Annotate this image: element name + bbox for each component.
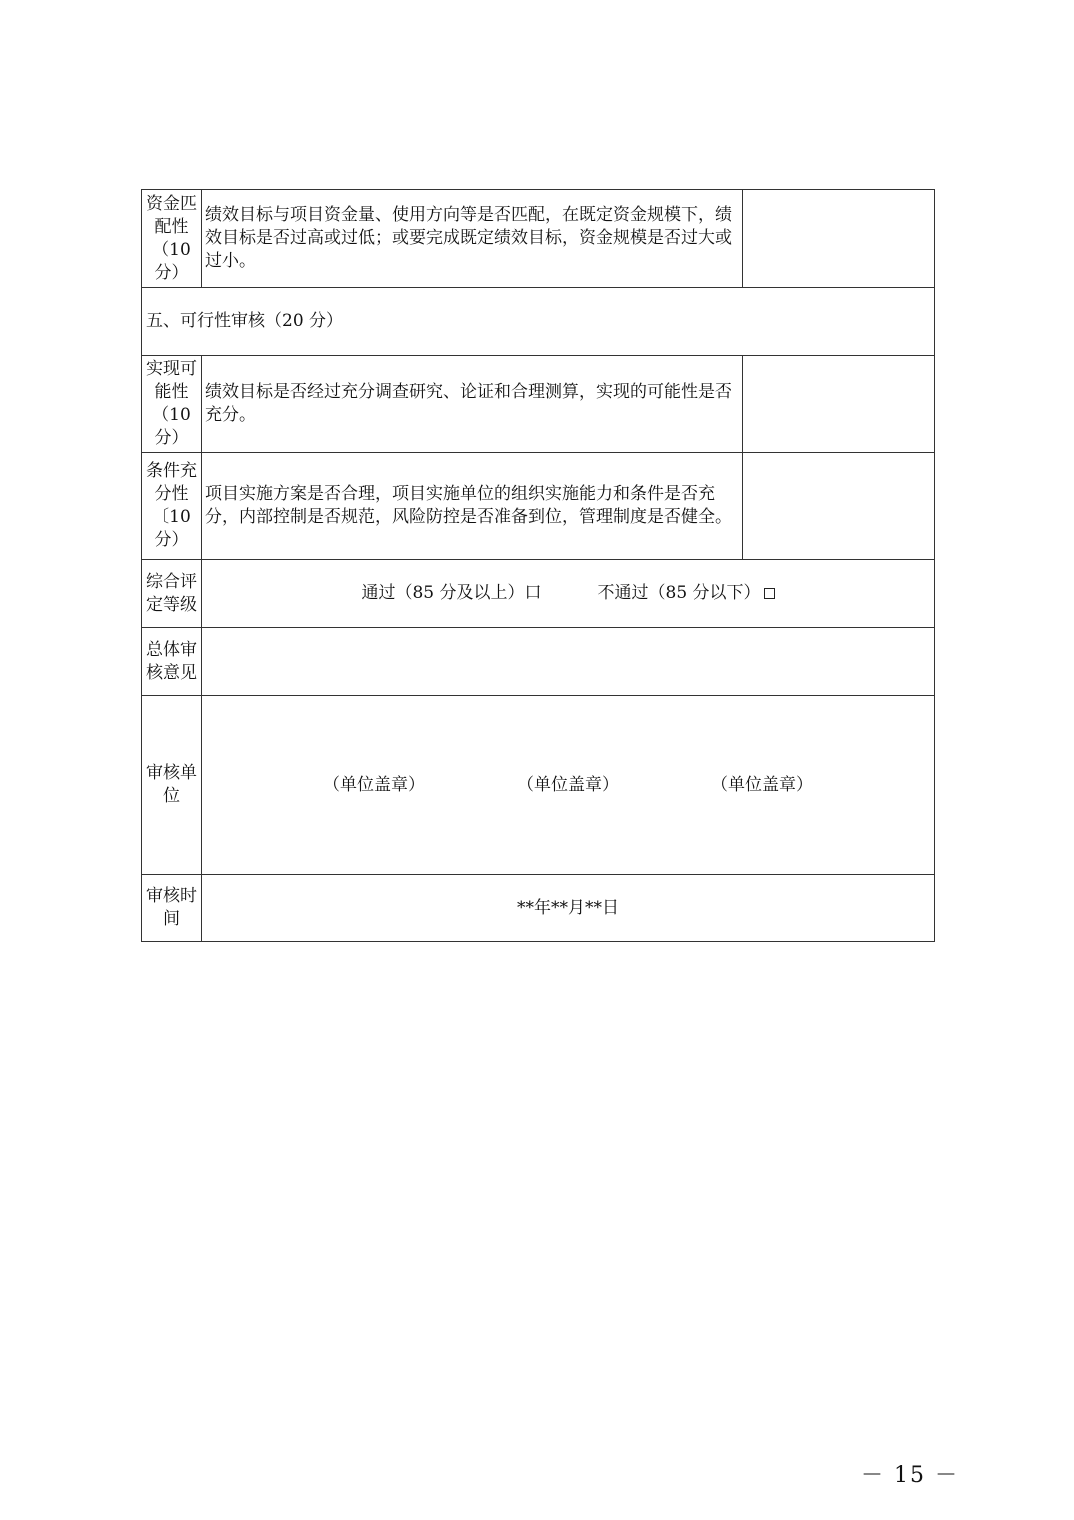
fail-option[interactable]: 不通过（85 分以下） <box>597 583 761 603</box>
fund-match-label: 资金匹 配性 （10 分） <box>142 190 202 288</box>
review-form-table <box>141 189 935 942</box>
seal-placeholder: （单位盖章） <box>711 774 813 795</box>
conditions-label: 条件充 分性 〔10 分） <box>142 453 202 560</box>
row-overall-opinion <box>142 628 935 696</box>
overall-opinion-label: 总体审 核意见 <box>142 628 202 696</box>
row-rating <box>142 560 935 628</box>
fund-match-criteria: 绩效目标与项目资金量、使用方向等是否匹配，在既定资金规模下，绩效目标是否过高或过低；或要完成既定绩效目标，资金规模是否过大或过小。 <box>202 190 743 288</box>
row-feasibility <box>142 356 935 453</box>
feasibility-label: 实现可 能性 （10 分） <box>142 356 202 453</box>
review-time-label: 审核时 间 <box>142 875 202 942</box>
row-conditions <box>142 453 935 560</box>
seal-placeholder: （单位盖章） <box>517 774 619 795</box>
row-section-five <box>142 288 935 356</box>
row-review-time <box>142 875 935 942</box>
row-fund-match <box>142 190 935 288</box>
feasibility-score-cell[interactable] <box>743 356 935 453</box>
page-number: － 15 － <box>861 1463 959 1488</box>
rating-label: 综合评 定等级 <box>142 560 202 628</box>
review-date: **年**月**日 <box>202 875 935 942</box>
review-unit-seals <box>202 696 935 875</box>
review-unit-label: 审核单 位 <box>142 696 202 875</box>
pass-option[interactable]: 通过（85 分及以上）口 <box>361 583 542 603</box>
fund-match-score-cell[interactable] <box>743 190 935 288</box>
feasibility-criteria: 绩效目标是否经过充分调查研究、论证和合理测算，实现的可能性是否充分。 <box>202 356 743 453</box>
conditions-criteria: 项目实施方案是否合理，项目实施单位的组织实施能力和条件是否充分，内部控制是否规范，风险防控是否准备到位，管理制度是否健全。 <box>202 453 743 560</box>
fail-checkbox[interactable] <box>764 588 775 599</box>
section-five-heading: 五、可行性审核（20 分） <box>142 288 935 356</box>
row-review-unit <box>142 696 935 875</box>
rating-options <box>202 560 935 628</box>
overall-opinion-field[interactable] <box>202 628 935 696</box>
conditions-score-cell[interactable] <box>743 453 935 560</box>
seal-placeholder: （单位盖章） <box>323 774 425 795</box>
